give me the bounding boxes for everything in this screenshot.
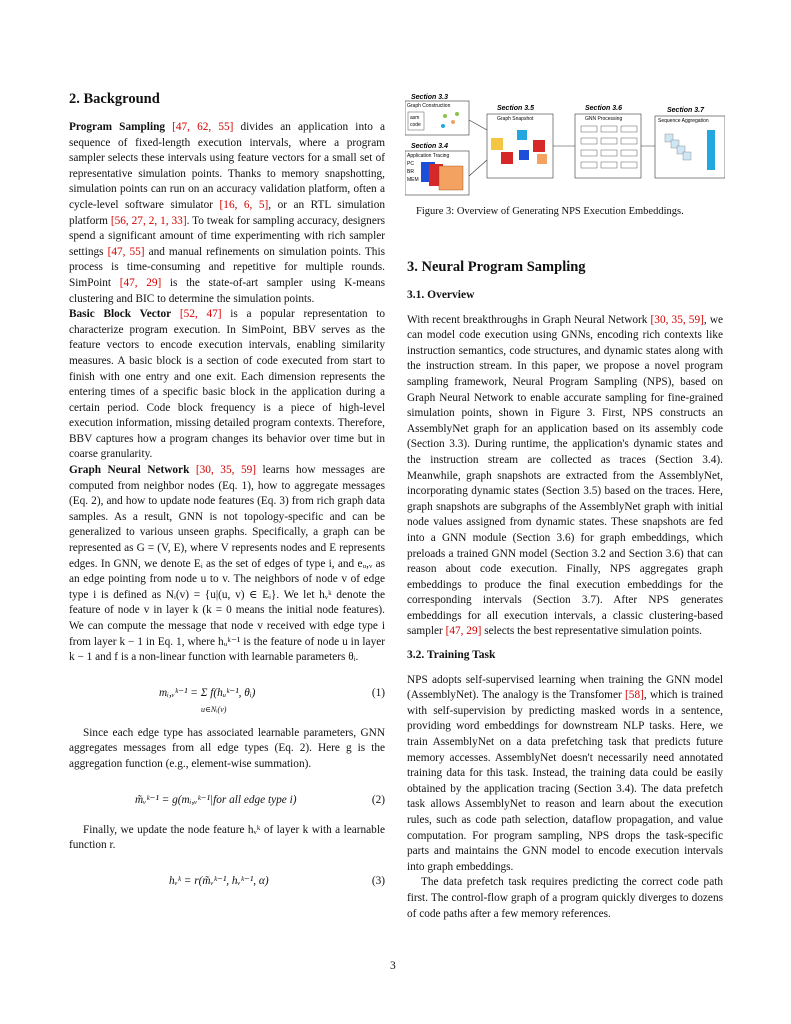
left-column [69,90,385,904]
equation-2: m̃ᵥᵏ⁻¹ = g(mᵢ,ᵥᵏ⁻¹|for all edge type i) (2) [135,793,385,806]
label-gnn-processing: GNN Processing [585,116,623,122]
right-column [407,258,723,922]
label-graph-snapshot: Graph Snapshot [497,116,534,122]
graph-node [441,124,445,128]
svg-text:code: code [410,122,421,128]
snapshot-node [491,138,503,150]
snapshot-node [517,130,527,140]
label-sequence-aggregation: Sequence Aggregation [658,118,709,124]
paragraph-basic-block-vector: Basic Block Vector [52, 47] is a popular representation to characterize program execution. In SimPoint, BBV serves as the feature vectors to encode execution intervals, enabling similarity measures. A basic block is a section of code executed from start to finish with one entry and one exit. Each dimension represents the entering times of a specific basic block in the application during a certain period. Code block frequency is a piece of high-level execution information, missing detailed program contexts. Therefore, BBV captures how a program changes its behavior over time but in coarse granularity. [69,308,386,461]
label-section-3-5: Section 3.5 [497,105,534,112]
section-title-nps: 3. Neural Program Sampling [407,259,586,275]
subsection-overview: 3.1. Overview [407,289,475,301]
section-title-background: 2. Background [69,91,160,107]
label-section-3-6: Section 3.6 [585,105,622,112]
embedding-stack [665,134,691,160]
svg-text:PC: PC [407,161,414,167]
equation-3: hᵥᵏ = r(m̃ᵥᵏ⁻¹, hᵥᵏ⁻¹, α) (3) [169,874,385,887]
page-number: 3 [390,960,396,972]
graph-node [443,114,447,118]
subsection-training-task: 3.2. Training Task [407,649,496,662]
execution-embedding [707,130,715,170]
figure-caption: Figure 3: Overview of Generating NPS Execution Embeddings. [416,206,684,217]
svg-text:MEM: MEM [407,177,419,183]
paragraph-program-sampling: Program Sampling [47, 62, 55] divides an application into a sequence of fixed-length execution intervals, where a program sampler selects these intervals using feature vectors for a small set of representative simulation points. Thanks to memory snapshotting, simulation points can run on an accuracy validation platform, often a cycle-level software simulator [16, 6, 5], or an RTL simulation platform [56, 27, 2, 1, 33]. To tweak for sampling accuracy, designers spend a significant amount of time experimenting with rich sampler settings [47, 55] and manual refinements on simulation points. This process is time-consuming and repetitive for multiple rounds. SimPoint [47, 29] is the state-of-art sampler using K-means clustering and BIC to determine the simulation points. [69,121,385,305]
snapshot-node [537,154,547,164]
snapshot-node [533,140,545,152]
equation-1: mᵢ,ᵥᵏ⁻¹ = Σ f(hᵤᵏ⁻¹, θᵢ) u∈Nᵢ(v) (1) [159,686,385,714]
svg-text:asm: asm [410,115,420,121]
label-section-3-3: Section 3.3 [411,94,448,101]
snapshot-node [501,152,513,164]
trace-table [439,166,463,190]
gnn-layers [581,126,637,168]
svg-text:BR: BR [407,169,414,175]
graph-node [455,112,459,116]
label-section-3-7: Section 3.7 [667,107,704,114]
paragraph-training: NPS adopts self-supervised learning when training the GNN model (AssemblyNet). The analogy is the Transfomer [58], which is trained with self-supervision by predicting masked words in a sentence, providing word embeddings for downstream NLP tasks. Here, we train AssemblyNet on a data prefetching task that predicts future memory accesses. AssemblyNet doesn't necessarily need annotated training data for this task. Instead, the training data could be easily obtained by the application tracing (Section 3.4). The data prefetch task allows AssemblyNet to reason and learn about the execution rules, such as code path selection, dataflow propagation, and value computation. For program sampling, NPS drops the task-specific parts and maintains the GNN model to encode execution intervals into graph embeddings. [407,673,724,873]
paragraph-graph-neural-network: Graph Neural Network [30, 35, 59] learns how messages are computed from neighbor nodes (Eq. 1), how to aggregate messages (Eq. 2), and how to update node features (Eq. 3) from rich graph data samples. As a result, GNN is not topology-specific and can be generalized to various unseen graphs. Specifically, a graph can be represented as G = (V, E), where V represents nodes and E represents edges. In GNN, we denote Eᵢ as the set of edges of type i, and eᵤ,ᵥ as an edge pointing from node u to v. The neighbors of node v of edge type i is defined as Nᵢ(v) = {u|(u, v) ∈ Eᵢ}. We let hᵥᵏ denote the feature of node v in layer k (k = 0 means the initial node features). We can compute the message that node v received with edge type i from layer k − 1 in Eq. 1, where hᵤᵏ⁻¹ is the feature of node u in layer k − 1 and f is a non-linear function with learnable parameters θᵢ. [69,464,385,664]
figure-3-diagram [405,90,725,208]
box-gnn-processing [575,114,641,178]
paragraph-prefetch: The data prefetch task requires predicting the correct code path first. The control-flow graph of a program quickly diverges to dozens of code paths after a few memory references. [407,876,723,920]
label-application-tracing: Application Tracing [407,153,450,159]
graph-node [451,120,455,124]
paragraph-overview: With recent breakthroughs in Graph Neural Network [30, 35, 59], we can model code execution using GNNs, encoding rich contexts like instruction semantics, code structures, and dynamic states along with the instruction stream. In this paper, we propose a novel program sampling framework, Neural Program Sampling (NPS), based on Graph Neural Network to enable accurate sampling for fine-grained simulation points, shown in Figure 3. First, NPS constructs an AssemblyNet graph for an application based on its assembly code (Section 3.3). During runtime, the application's dynamic states and the instruction stream are collected as traces (Section 3.4). Meanwhile, graph snapshots are extracted from the AssemblyNet, incorporating dynamic states (Section 3.5) based on the traces. Here, graph snapshots are subgraphs of the AssemblyNet graph with initial node values assigned from dynamic states. These snapshots are fed into a GNN module (Section 3.6) for graph embeddings, which preloads a trained GNN model (Section 3.2 and Section 3.6) that can reason about code execution. Finally, NPS aggregates graph embeddings to produce the final execution embeddings for the corresponding intervals (Section 3.7). After NPS generates embeddings for all execution intervals, a classic clustering-based sampler [47, 29] selects the best representative simulation points. [407,313,724,638]
snapshot-node [519,150,529,160]
paragraph-aggregation: Since each edge type has associated learnable parameters, GNN aggregates messages from all edge types (Eq. 2). Here g is the aggregation function (e.g., element-wise summation). [69,726,385,770]
label-section-3-4: Section 3.4 [411,143,448,150]
label-graph-construction: Graph Construction [407,103,451,109]
paragraph-update: Finally, we update the node feature hᵥᵏ of layer k with a learnable function r. [69,823,385,852]
